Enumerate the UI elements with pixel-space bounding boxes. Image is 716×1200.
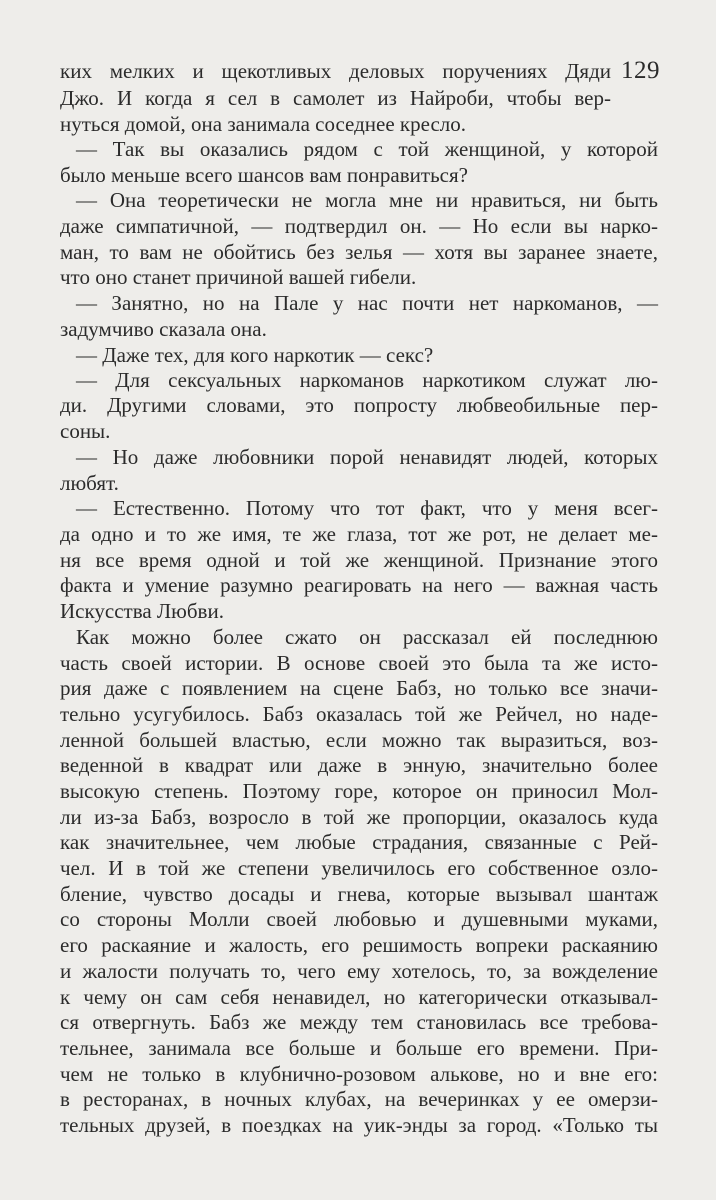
text-line: ленной большей властью, если можно так выразиться, воз- — [60, 728, 658, 752]
text-line: Джо. И когда я сел в самолет из Найроби, чтобы вер- — [60, 86, 611, 110]
text-line: часть своей истории. В основе своей это была та же исто- — [60, 651, 658, 675]
page-number: 129 — [621, 57, 660, 84]
text-line: да одно и то же имя, те же глаза, тот же рот, не делает ме- — [60, 522, 658, 546]
text-line: веденной в квадрат или даже в энную, значительно более — [60, 753, 658, 777]
text-line: бление, чувство досады и гнева, которые вызывал шантаж — [60, 882, 658, 906]
text-line: к чему он сам себя ненавидел, но категорически отказывал- — [60, 985, 658, 1009]
text-line: что оно станет причиной вашей гибели. — [60, 265, 417, 289]
text-line: — Она теоретически не могла мне ни нравиться, ни быть — [76, 188, 658, 212]
text-line: даже симпатичной, — подтвердил он. — Но если вы нарко- — [60, 214, 658, 238]
text-line: тельных друзей, в поездках на уик-энды за город. «Только ты — [60, 1113, 658, 1137]
text-line: — Даже тех, для кого наркотик — секс? — [76, 343, 434, 367]
text-line: его раскаяние и жалость, его решимость вопреки раскаянию — [60, 933, 658, 957]
text-line: чел. И в той же степени увеличилось его собственное озло- — [60, 856, 658, 880]
text-line: — Для сексуальных наркоманов наркотиком служат лю- — [76, 368, 658, 392]
text-line: — Так вы оказались рядом с той женщиной, у которой — [76, 137, 658, 161]
text-line: чем не только в клубнично-розовом алькове, но и вне его: — [60, 1062, 658, 1086]
text-line: ких мелких и щекотливых деловых поручениях Дяди — [60, 59, 611, 83]
text-line: было меньше всего шансов вам понравиться? — [60, 163, 468, 187]
text-line: задумчиво сказала она. — [60, 317, 267, 341]
text-line: тельнее, занимала все больше и больше его времени. При- — [60, 1036, 658, 1060]
text-line: со стороны Молли своей любовью и душевными муками, — [60, 907, 658, 931]
text-line: как значительнее, чем любые страдания, связанные с Рей- — [60, 830, 658, 854]
text-line: — Но даже любовники порой ненавидят людей, которых — [76, 445, 658, 469]
text-line: любят. — [60, 471, 119, 495]
text-line: высокую степень. Поэтому горе, которое он приносил Мол- — [60, 779, 658, 803]
text-line: в ресторанах, в ночных клубах, на вечеринках у ее омерзи- — [60, 1087, 658, 1111]
text-line: нуться домой, она занимала соседнее кресло. — [60, 112, 467, 136]
text-line: факта и умение разумно реагировать на него — важная часть — [60, 573, 658, 597]
text-line: ся отвергнуть. Бабз же между тем становилась все требова- — [60, 1010, 658, 1034]
text-line: тельно усугубилось. Бабз оказалась той же Рейчел, но наде- — [60, 702, 658, 726]
text-line: ман, то вам не обойтись без зелья — хотя вы заранее знаете, — [60, 240, 658, 264]
text-line: соны. — [60, 419, 111, 443]
text-line: ди. Другими словами, это попросту любвеобильные пер- — [60, 393, 658, 417]
text-line: Как можно более сжато он рассказал ей последнюю — [76, 625, 658, 649]
text-line: и жалости получать то, чего ему хотелось, то, за вожделение — [60, 959, 658, 983]
text-line: рия даже с появлением на сцене Бабз, но только все значи- — [60, 676, 658, 700]
text-line: — Занятно, но на Пале у нас почти нет наркоманов, — — [76, 291, 658, 315]
text-line: ли из-за Бабз, возросло в той же пропорции, оказалось куда — [60, 805, 658, 829]
text-line: — Естественно. Потому что тот факт, что у меня всег- — [76, 496, 658, 520]
text-line: Искусства Любви. — [60, 599, 224, 623]
text-line: ня все время одной и той же женщиной. Признание этого — [60, 548, 658, 572]
